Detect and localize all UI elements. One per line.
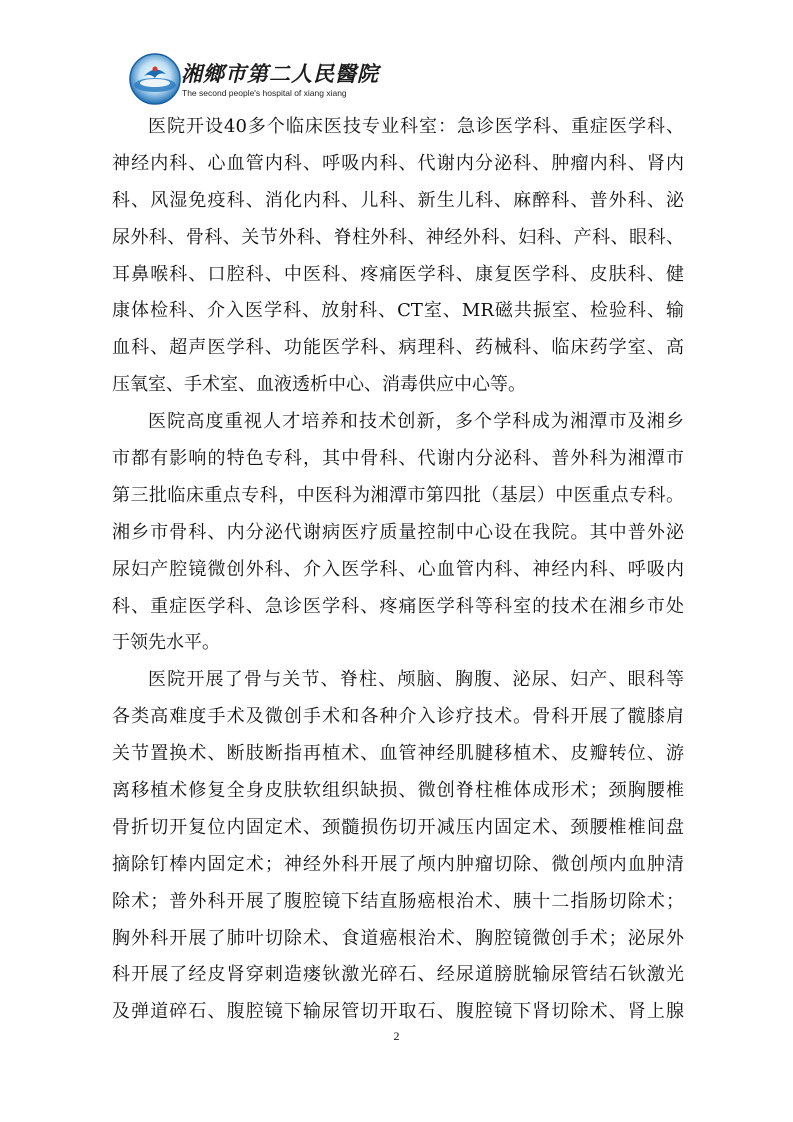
body-text	[112, 109, 684, 1031]
text-line: 第三批临床重点专科，中医科为湘潭市第四批（基层）中医重点专科。	[112, 484, 684, 506]
text-line: 科、重症医学科、急诊医学科、疼痛医学科等科室的技术在湘乡市处	[112, 595, 684, 617]
text-line: 神经内科、心血管内科、呼吸内科、代谢内分泌科、肿瘤内科、肾内	[112, 152, 684, 174]
text-line: 各类高难度手术及微创手术和各种介入诊疗技术。骨科开展了髋膝肩	[112, 706, 684, 728]
paragraph-surgery	[112, 662, 684, 1031]
text-line: 血科、超声医学科、功能医学科、病理科、药械科、临床药学室、高	[112, 337, 684, 359]
text-line: 市都有影响的特色专科，其中骨科、代谢内分泌科、普外科为湘潭市	[112, 448, 684, 470]
paragraph-departments	[112, 109, 684, 404]
text-line: 医院开展了骨与关节、脊柱、颅脑、胸腹、泌尿、妇产、眼科等	[148, 669, 684, 691]
text-line: 康体检科、介入医学科、放射科、CT室、MR磁共振室、检验科、输	[112, 300, 684, 322]
text-line: 于领先水平。	[112, 632, 220, 654]
text-line: 尿妇产腔镜微创外科、介入医学科、心血管内科、神经内科、呼吸内	[112, 558, 684, 580]
page-number: 2	[393, 1029, 400, 1043]
text-line: 胸外科开展了肺叶切除术、食道癌根治术、胸腔镜微创手术；泌尿外	[112, 927, 684, 949]
text-line: 湘乡市骨科、内分泌代谢病医疗质量控制中心设在我院。其中普外泌	[112, 521, 684, 543]
hospital-header	[128, 52, 528, 108]
hospital-name-english: The second people's hospital of xiang xiang	[182, 88, 347, 98]
text-line: 及弹道碎石、腹腔镜下输尿管切开取石、腹腔镜下肾切除术、肾上腺	[112, 1001, 684, 1023]
text-line: 离移植术修复全身皮肤软组织缺损、微创脊柱椎体成形术；颈胸腰椎	[112, 780, 684, 802]
hospital-logo	[128, 52, 182, 106]
text-line: 骨折切开复位内固定术、颈髓损伤切开减压内固定术、颈腰椎椎间盘	[112, 816, 684, 838]
text-line: 科开展了经皮肾穿刺造瘘钬激光碎石、经尿道膀胱输尿管结石钬激光	[112, 964, 684, 986]
text-line: 关节置换术、断肢断指再植术、血管神经肌腱移植术、皮瓣转位、游	[112, 743, 684, 765]
hospital-name: 湘鄉市第二人民醫院	[181, 61, 379, 86]
text-line: 除术；普外科开展了腹腔镜下结直肠癌根治术、胰十二指肠切除术；	[112, 890, 684, 912]
text-line: 摘除钉棒内固定术；神经外科开展了颅内肿瘤切除、微创颅内血肿清	[112, 853, 684, 875]
text-line: 科、风湿免疫科、消化内科、儿科、新生儿科、麻醉科、普外科、泌	[112, 189, 684, 211]
text-line: 耳鼻喉科、口腔科、中医科、疼痛医学科、康复医学科、皮肤科、健	[112, 263, 684, 285]
text-line: 医院开设40多个临床医技专业科室：急诊医学科、重症医学科、	[148, 116, 684, 137]
text-line: 压氧室、手术室、血液透析中心、消毒供应中心等。	[112, 374, 526, 396]
paragraph-talent	[112, 404, 684, 662]
text-line: 尿外科、骨科、关节外科、脊柱外科、神经外科、妇科、产科、眼科、	[112, 226, 684, 248]
text-line: 医院高度重视人才培养和技术创新，多个学科成为湘潭市及湘乡	[148, 411, 684, 433]
